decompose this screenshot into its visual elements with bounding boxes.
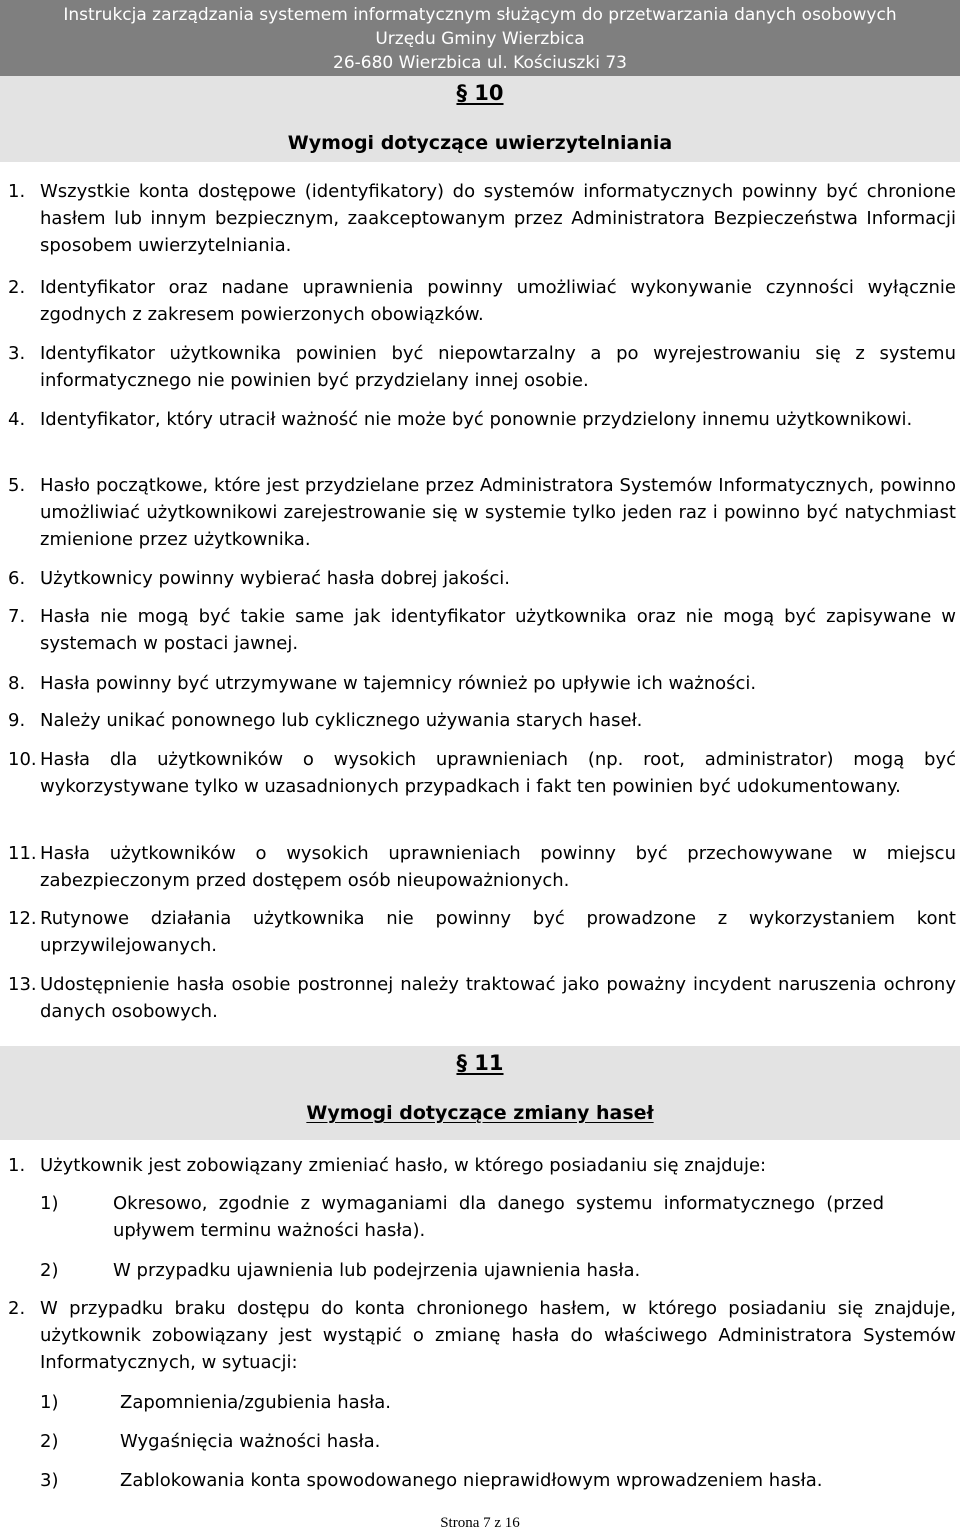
document-header [0, 0, 960, 76]
item-text: Hasła powinny być utrzymywane w tajemnicy również po upływie ich ważności. [40, 673, 757, 694]
sub-item [40, 1428, 884, 1455]
sub-item-number: 1) [40, 1193, 59, 1214]
sub-item-text: W przypadku ujawnienia lub podejrzenia ujawnienia hasła. [113, 1260, 641, 1281]
item-number: 1. [8, 181, 26, 202]
list-item [8, 340, 956, 394]
item-number: 12. [8, 908, 37, 929]
item-text: Użytkownicy powinny wybierać hasła dobrej jakości. [40, 568, 510, 589]
item-number: 3. [8, 343, 26, 364]
item-text: Rutynowe działania użytkownika nie powinny być prowadzone z wykorzystaniem kont uprzywilejowanych. [40, 908, 956, 956]
sub-item-text: Zapomnienia/zgubienia hasła. [120, 1392, 391, 1413]
item-number: 10. [8, 749, 37, 770]
item-text: Hasła dla użytkowników o wysokich uprawnieniach (np. root, administrator) mogą być wykorzystywane tylko w uzasadnionych przypadkach i fakt ten powinien być udokumentowany. [40, 749, 956, 797]
item-number: 5. [8, 475, 26, 496]
list-item [8, 971, 956, 1025]
list-item [8, 472, 956, 553]
item-number: 9. [8, 710, 26, 731]
section-10-title: Wymogi dotyczące uwierzytelniania [287, 132, 673, 154]
list-item [8, 603, 956, 657]
list-item [8, 406, 956, 433]
list-item [8, 707, 956, 734]
item-number: 2. [8, 277, 26, 298]
item-text: Identyfikator oraz nadane uprawnienia powinny umożliwiać wykonywanie czynności wyłącznie zgodnych z zakresem powierzonych obowiązków. [40, 277, 956, 325]
page-number: Strona 7 z 16 [440, 1515, 520, 1531]
list-item [8, 746, 956, 800]
item-text: Udostępnienie hasła osobie postronnej należy traktować jako poważny incydent naruszenia ochrony danych osobowych. [40, 974, 956, 1022]
sub-item-text: Okresowo, zgodnie z wymaganiami dla danego systemu informatycznego (przed upływem terminu ważności hasła). [113, 1193, 884, 1241]
sub-item-number: 2) [40, 1260, 59, 1281]
sub-item-number: 1) [40, 1392, 59, 1413]
section-11-number: § 11 [456, 1051, 504, 1075]
item-text: Użytkownik jest zobowiązany zmieniać hasło, w którego posiadaniu się znajduje: [40, 1155, 767, 1176]
section-10-number: § 10 [456, 81, 504, 105]
header-title: Instrukcja zarządzania systemem informatycznym służącym do przetwarzania danych osobowych [63, 5, 897, 25]
item-text: W przypadku braku dostępu do konta chronionego hasłem, w którego posiadaniu się znajduje, użytkownik zobowiązany jest wystąpić o zmianę hasła do właściwego Administratora Systemów Informatycznych, w sytuacji: [40, 1298, 956, 1373]
item-text: Hasło początkowe, które jest przydzielane przez Administratora Systemów Informatycznych, powinno umożliwiać użytkownikowi zarejestrowanie się w systemie tylko jeden raz i powinno być natychmiast zmienione przez użytkownika. [40, 475, 956, 550]
item-number: 6. [8, 568, 26, 589]
list-item [8, 1295, 956, 1376]
list-item [8, 670, 956, 697]
list-item [8, 274, 956, 328]
item-number: 13. [8, 974, 37, 995]
sub-item [40, 1190, 884, 1244]
item-text: Hasła nie mogą być takie same jak identyfikator użytkownika oraz nie mogą być zapisywane w systemach w postaci jawnej. [40, 606, 956, 654]
item-text: Identyfikator użytkownika powinien być niepowtarzalny a po wyrejestrowaniu się z systemu informatycznego nie powinien być przydzielany innej osobie. [40, 343, 956, 391]
item-number: 11. [8, 843, 37, 864]
header-address: 26-680 Wierzbica ul. Kościuszki 73 [333, 53, 627, 73]
item-text: Należy unikać ponownego lub cyklicznego używania starych haseł. [40, 710, 643, 731]
item-number: 8. [8, 673, 26, 694]
list-item [8, 1152, 956, 1179]
item-text: Identyfikator, który utracił ważność nie może być ponownie przydzielony innemu użytkownikowi. [40, 409, 913, 430]
item-number: 7. [8, 606, 26, 627]
sub-item-number: 2) [40, 1431, 59, 1452]
list-item [8, 178, 956, 259]
list-item [8, 905, 956, 959]
sub-item-text: Zablokowania konta spowodowanego nieprawidłowym wprowadzeniem hasła. [120, 1470, 823, 1491]
item-text: Wszystkie konta dostępowe (identyfikatory) do systemów informatycznych powinny być chronione hasłem lub innym bezpiecznym, zaakceptowanym przez Administratora Bezpieczeństwa Informacji sposobem uwierzytelniania. [40, 181, 956, 256]
section-11-title: Wymogi dotyczące zmiany haseł [306, 1102, 654, 1124]
sub-item-number: 3) [40, 1470, 59, 1491]
header-office: Urzędu Gminy Wierzbica [375, 29, 585, 49]
sub-item-text: Wygaśnięcia ważności hasła. [120, 1431, 381, 1452]
list-item [8, 565, 956, 592]
item-number: 2. [8, 1298, 26, 1319]
sub-item [40, 1467, 884, 1494]
item-number: 4. [8, 409, 26, 430]
sub-item [40, 1389, 884, 1416]
item-text: Hasła użytkowników o wysokich uprawnieniach powinny być przechowywane w miejscu zabezpieczonym przed dostępem osób nieupoważnionych. [40, 843, 956, 891]
list-item [8, 840, 956, 894]
item-number: 1. [8, 1155, 26, 1176]
sub-item [40, 1257, 884, 1284]
